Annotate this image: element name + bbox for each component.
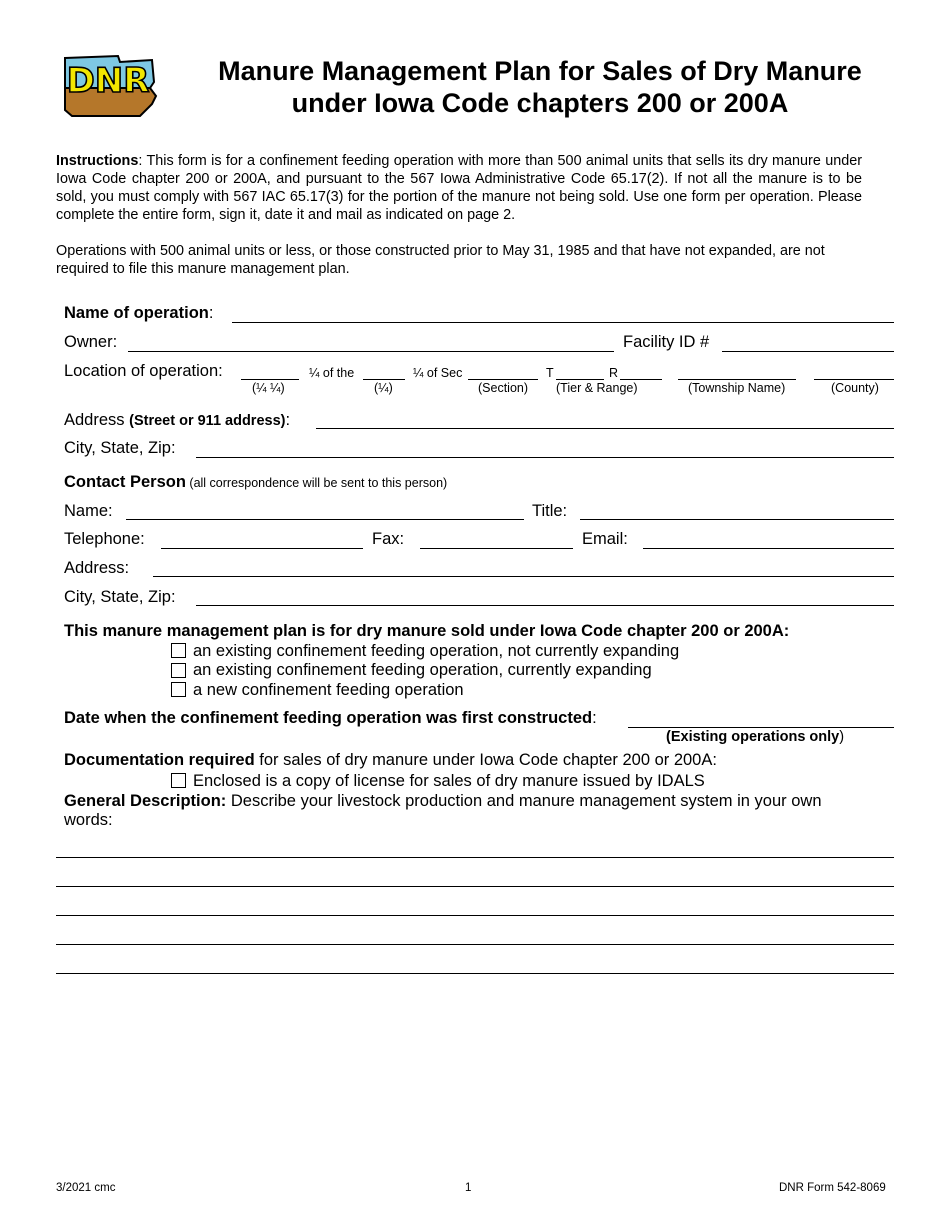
contact-telephone-label: Telephone:	[64, 530, 145, 548]
description-line-3[interactable]	[56, 915, 894, 916]
contact-city-label: City, State, Zip:	[64, 588, 176, 606]
general-description-label	[64, 792, 864, 830]
contact-name-label: Name:	[64, 502, 113, 520]
description-line-1[interactable]	[56, 857, 894, 858]
caption-section: (Section)	[478, 381, 529, 395]
existing-operations-note	[666, 729, 844, 745]
footer-form-number: DNR Form 542-8069	[779, 1182, 886, 1194]
facility-id-label: Facility ID #	[623, 333, 710, 351]
plan-option-1-checkbox[interactable]	[171, 643, 186, 658]
owner-field[interactable]	[128, 351, 614, 352]
address-label	[64, 411, 290, 430]
general-description-text: Describe your livestock production and manure management system in your own words:	[64, 792, 822, 829]
license-enclosed-checkbox[interactable]	[171, 773, 186, 788]
location-r-label: R	[609, 366, 619, 380]
contact-city-field[interactable]	[196, 605, 894, 606]
address-label-colon: :	[285, 411, 291, 429]
footer-revision: 3/2021 cmc	[56, 1182, 116, 1194]
plan-option-3-checkbox[interactable]	[171, 682, 186, 697]
contact-title-field[interactable]	[580, 519, 894, 520]
name-of-operation-label	[64, 304, 213, 323]
location-county-field[interactable]	[814, 379, 894, 380]
location-tier-field[interactable]	[556, 379, 604, 380]
plan-type-heading: This manure management plan is for dry manure sold under Iowa Code chapter 200 or 200A:	[64, 622, 790, 640]
location-t-label: T	[546, 366, 554, 380]
city-state-zip-field[interactable]	[196, 457, 894, 458]
contact-note: (all correspondence will be sent to this person)	[185, 476, 448, 490]
instructions-paragraph	[56, 152, 862, 224]
documentation-label-bold: Documentation required	[64, 751, 255, 769]
facility-id-field[interactable]	[722, 351, 894, 352]
description-line-2[interactable]	[56, 886, 894, 887]
contact-title-label: Title:	[532, 502, 568, 520]
contact-fax-field[interactable]	[420, 548, 573, 549]
title-line-1: Manure Management Plan for Sales of Dry Manure	[218, 56, 862, 86]
name-of-operation-text: Name of operation	[64, 304, 209, 322]
dnr-logo-graphic	[60, 52, 160, 120]
location-quarter-field[interactable]	[363, 379, 405, 380]
description-line-5[interactable]	[56, 973, 894, 974]
contact-telephone-field[interactable]	[161, 548, 363, 549]
caption-quarter: (¼)	[374, 381, 393, 395]
caption-township: (Township Name)	[688, 381, 786, 395]
address-label-text: Address	[64, 411, 130, 429]
footer-page-number: 1	[465, 1182, 472, 1194]
plan-option-2-label: an existing confinement feeding operation, currently expanding	[193, 661, 652, 679]
documentation-label-rest: for sales of dry manure under Iowa Code chapter 200 or 200A:	[254, 751, 717, 769]
plan-option-3-label: a new confinement feeding operation	[193, 681, 464, 699]
contact-fax-label: Fax:	[372, 530, 405, 548]
address-label-bold: (Street or 911 address)	[129, 413, 286, 429]
instructions-text: : This form is for a confinement feeding operation with more than 500 animal units that sells its dry manure under Iowa Code chapter 200 or 200A, and pursuant to the 567 Iowa Administrative Code 65.17(2). If not all the manure is to be sold, you must comply with 567 IAC 65.17(3) for the portion of the manure not being sold. Use one form per operation. Please complete the entire form, sign it, date it and mail as indicated on page 2.	[56, 153, 862, 223]
contact-heading	[64, 473, 447, 492]
documentation-label	[64, 751, 717, 770]
location-quarter-of-the: ¼ of the	[309, 366, 355, 380]
location-label: Location of operation:	[64, 362, 223, 380]
construction-date-field[interactable]	[628, 727, 894, 728]
contact-email-label: Email:	[582, 530, 628, 548]
instructions-label: Instructions	[56, 153, 139, 169]
address-field[interactable]	[316, 428, 894, 429]
name-of-operation-colon: :	[208, 304, 214, 322]
contact-address-label: Address:	[64, 559, 130, 577]
construction-date-label	[64, 709, 597, 728]
contact-email-field[interactable]	[643, 548, 894, 549]
name-of-operation-field[interactable]	[232, 322, 894, 323]
city-state-zip-label: City, State, Zip:	[64, 439, 176, 457]
logo-text: DNR	[66, 61, 150, 101]
plan-option-1-label: an existing confinement feeding operation, not currently expanding	[193, 642, 680, 660]
contact-heading-text: Contact Person	[64, 473, 186, 491]
general-description-bold: General Description:	[64, 792, 227, 810]
page-title	[180, 55, 900, 119]
location-range-field[interactable]	[620, 379, 662, 380]
caption-quarter-quarter: (¼ ¼)	[252, 381, 285, 395]
caption-tier-range: (Tier & Range)	[556, 381, 638, 395]
dnr-logo	[60, 52, 160, 120]
location-section-field[interactable]	[468, 379, 538, 380]
plan-option-2-checkbox[interactable]	[171, 663, 186, 678]
existing-operations-note-text: (Existing operations only	[666, 729, 840, 745]
contact-address-field[interactable]	[153, 576, 894, 577]
caption-county: (County)	[831, 381, 879, 395]
existing-operations-note-close: )	[839, 729, 845, 745]
contact-name-field[interactable]	[126, 519, 524, 520]
location-quarter-of-sec: ¼ of Sec	[413, 366, 463, 380]
construction-date-colon: :	[592, 709, 597, 727]
exemption-paragraph: Operations with 500 animal units or less, or those constructed prior to May 31, 1985 and that have not expanded, are not required to file this manure management plan.	[56, 243, 825, 277]
title-line-2: under Iowa Code chapters 200 or 200A	[291, 88, 789, 118]
location-quarter-quarter-field[interactable]	[241, 379, 299, 380]
description-line-4[interactable]	[56, 944, 894, 945]
construction-date-text: Date when the confinement feeding operation was first constructed	[64, 709, 593, 727]
license-enclosed-label: Enclosed is a copy of license for sales of dry manure issued by IDALS	[193, 772, 705, 790]
location-township-field[interactable]	[678, 379, 796, 380]
owner-label: Owner:	[64, 333, 118, 351]
